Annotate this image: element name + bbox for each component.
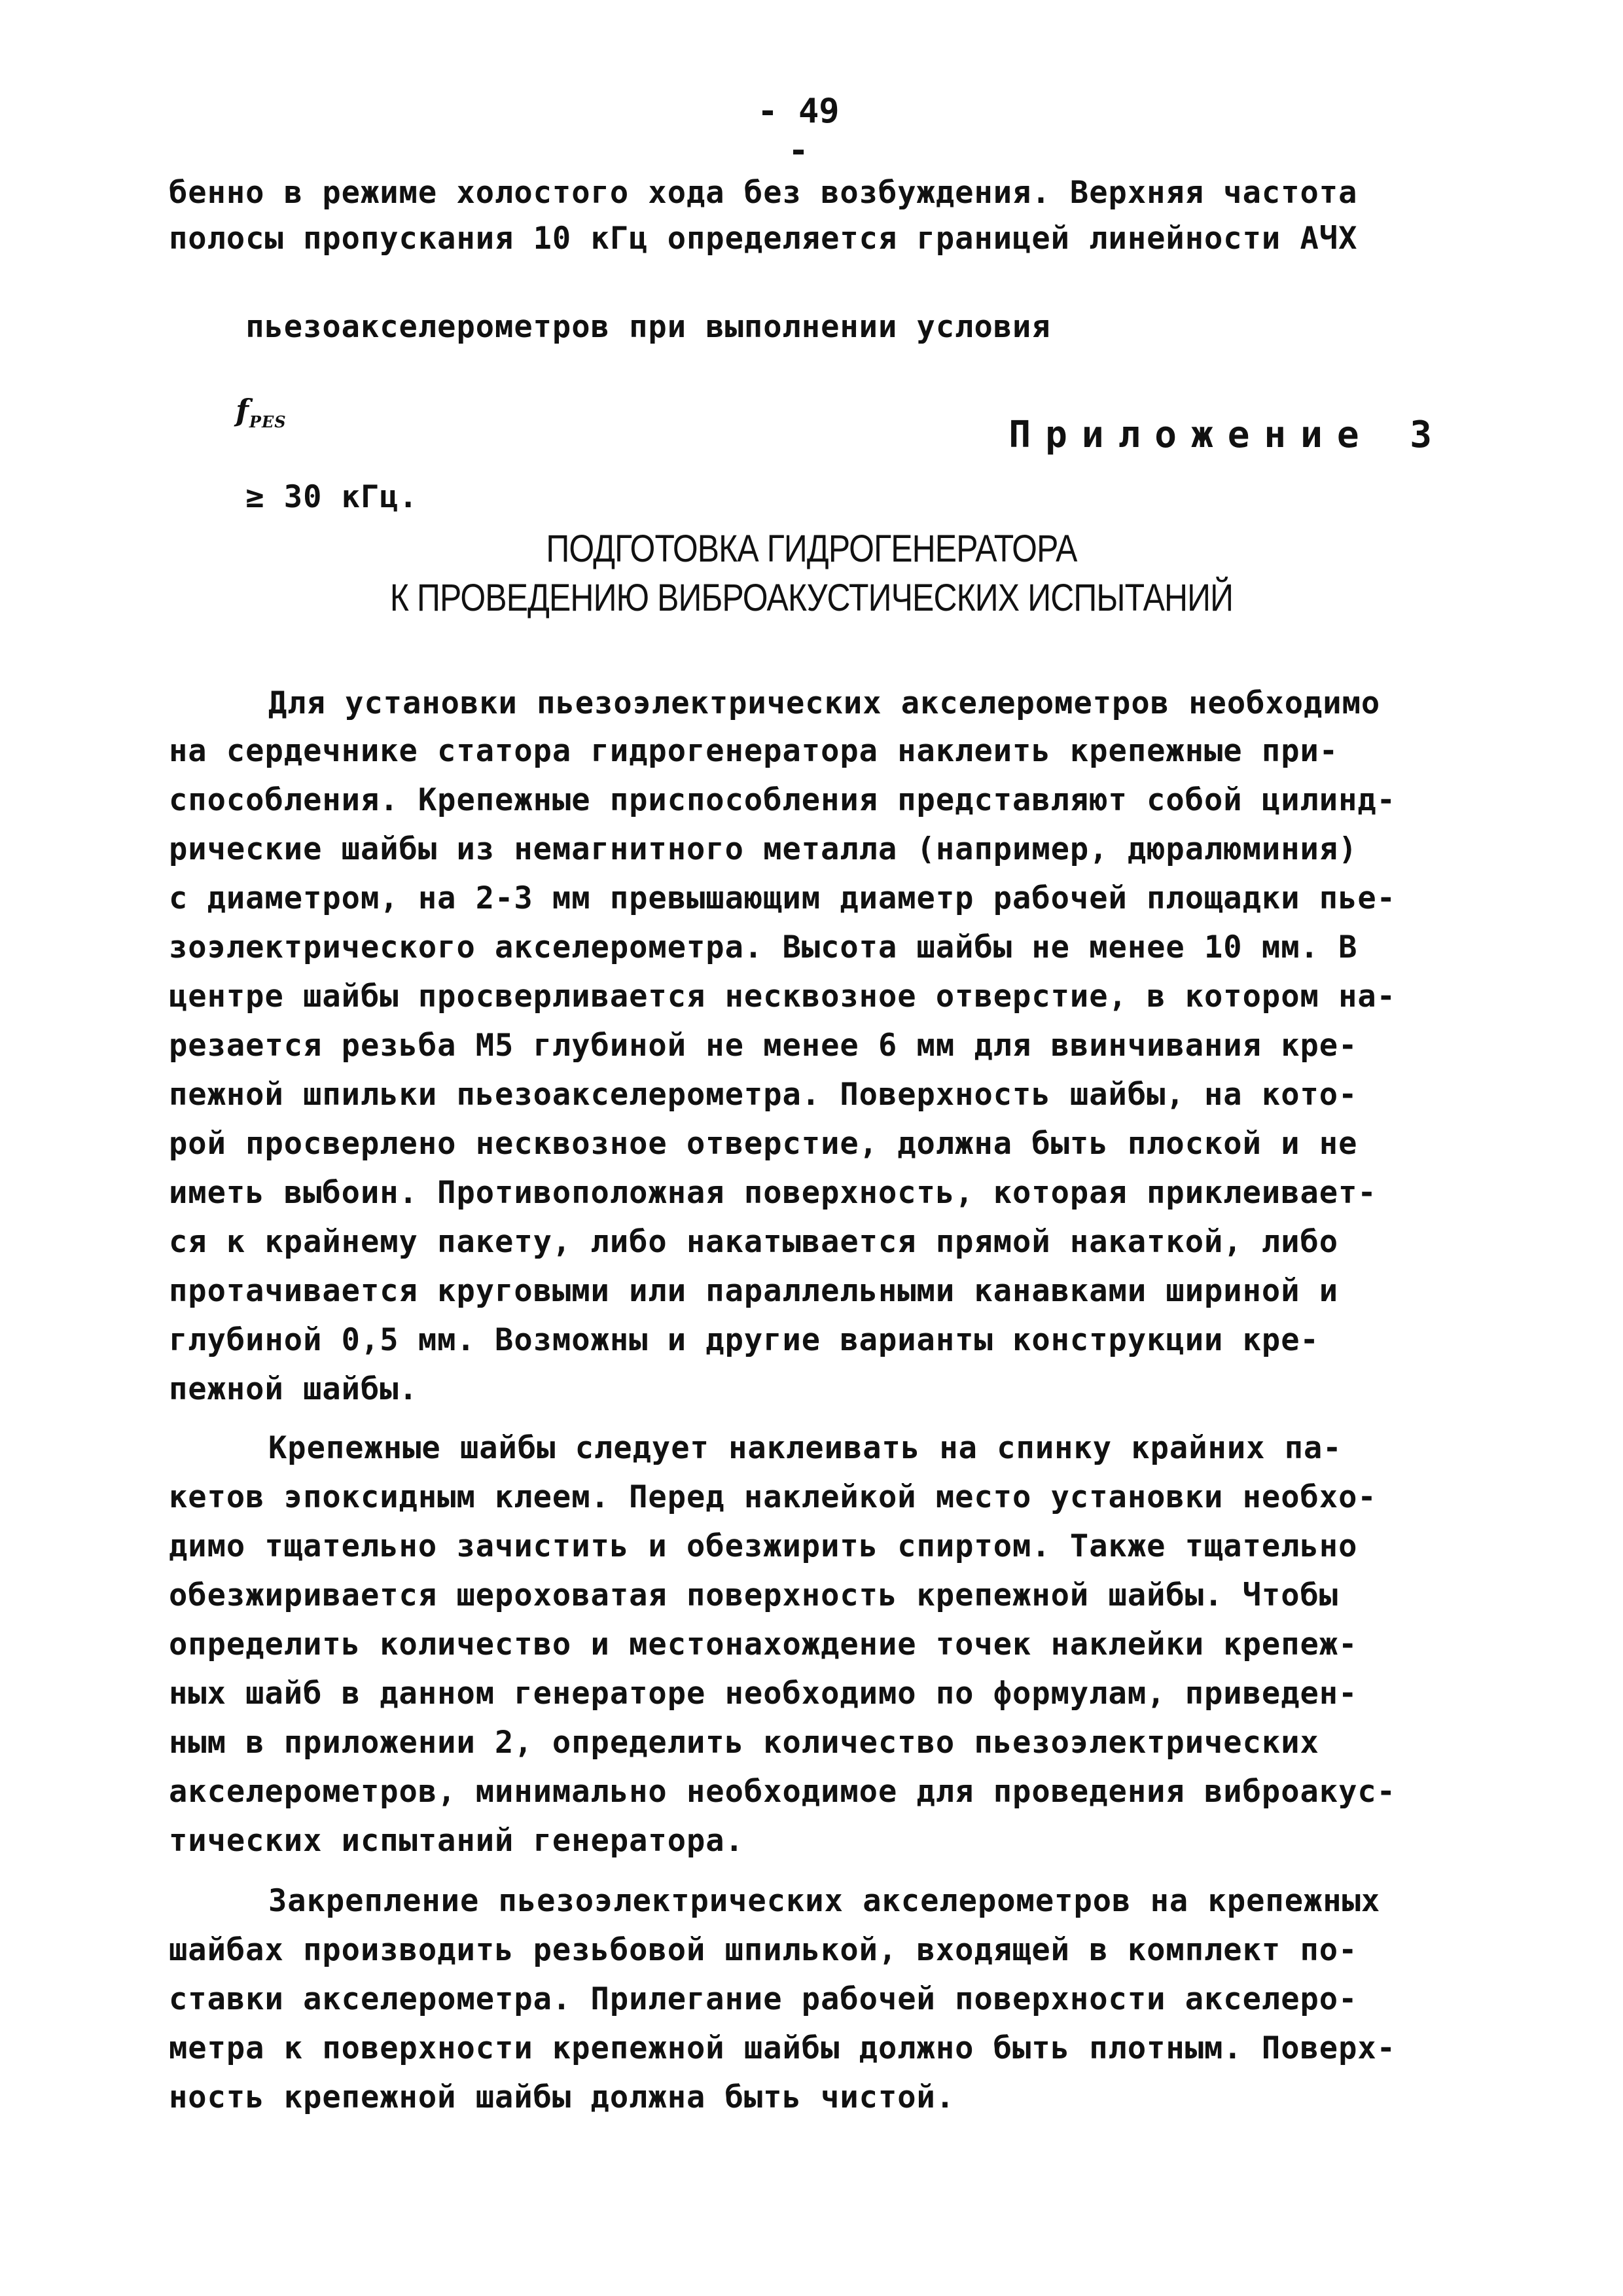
paragraph-line: акселерометров, минимально необходимое для проведения виброакус- [169, 1774, 1396, 1810]
formula-symbol: f [236, 393, 249, 428]
paragraph-line: кетов эпоксидным клеем. Перед наклейкой место установки необхо- [169, 1479, 1377, 1515]
paragraph-line: ся к крайнему пакету, либо накатывается прямой накаткой, либо [169, 1224, 1339, 1260]
text-line: бенно в режиме холостого хода без возбуждения. Верхняя частота [169, 175, 1358, 211]
paragraph-line: зоэлектрического акселерометра. Высота шайбы не менее 10 мм. В [169, 929, 1358, 965]
paragraph-line: пежной шайбы. [169, 1371, 418, 1407]
paragraph-line: протачивается круговыми или параллельными канавками шириной и [169, 1273, 1339, 1309]
paragraph-line: Крепежные шайбы следует наклеивать на спинку крайних па- [268, 1430, 1342, 1466]
paragraph-line: резается резьба М5 глубиной не менее 6 мм для ввинчивания кре- [169, 1028, 1358, 1064]
section-title-line: ПОДГОТОВКА ГИДРОГЕНЕРАТОРА [546, 528, 1077, 570]
paragraph-line: иметь выбоин. Противоположная поверхность, которая приклеивает- [169, 1175, 1377, 1211]
paragraph-line: Для установки пьезоэлектрических акселерометров необходимо [268, 685, 1381, 721]
section-title-line: К ПРОВЕДЕНИЮ ВИБРОАКУСТИЧЕСКИХ ИСПЫТАНИЙ [389, 577, 1234, 619]
paragraph-line: глубиной 0,5 мм. Возможны и другие варианты конструкции кре- [169, 1322, 1319, 1358]
paragraph-line: ность крепежной шайбы должна быть чистой. [169, 2079, 955, 2115]
paragraph-line: шайбах производить резьбовой шпилькой, входящей в комплект по- [169, 1932, 1358, 1968]
text-line [169, 268, 1051, 556]
paragraph-line: центре шайбы просверливается несквозное отверстие, в котором на- [169, 978, 1396, 1014]
appendix-label: Приложение 3 [1008, 414, 1446, 456]
paragraph-line: ставки акселерометра. Прилегание рабочей поверхности акселеро- [169, 1981, 1358, 2017]
formula-relation: ≥ 30 кГц. [245, 479, 418, 516]
paragraph-line: димо тщательно зачистить и обезжирить спиртом. Также тщательно [169, 1528, 1358, 1564]
paragraph-line: способления. Крепежные приспособления представляют собой цилинд- [169, 782, 1396, 818]
text-line-content: пьезоакселерометров при выполнении условия [245, 309, 1051, 345]
paragraph-line: метра к поверхности крепежной шайбы должно быть плотным. Поверх- [169, 2030, 1396, 2066]
page-number: - 49 - [757, 92, 840, 170]
paragraph-line: с диаметром, на 2-3 мм превышающим диаметр рабочей площадки пье- [169, 880, 1396, 916]
formula-subscript: PES [249, 412, 287, 432]
paragraph-line: рические шайбы из немагнитного металла (например, дюралюминия) [169, 831, 1358, 867]
paragraph-line: обезжиривается шероховатая поверхность крепежной шайбы. Чтобы [169, 1577, 1339, 1613]
paragraph-line: Закрепление пьезоэлектрических акселерометров на крепежных [268, 1883, 1381, 1919]
paragraph-line: на сердечнике статора гидрогенератора наклеить крепежные при- [169, 733, 1339, 769]
paragraph-line: тических испытаний генератора. [169, 1823, 744, 1859]
paragraph-line: ным в приложении 2, определить количество пьезоэлектрических [169, 1725, 1319, 1761]
paragraph-line: рой просверлено несквозное отверстие, должна быть плоской и не [169, 1126, 1358, 1162]
formula-condition [169, 393, 287, 479]
paragraph-line: пежной шпильки пьезоакселерометра. Поверхность шайбы, на кото- [169, 1077, 1358, 1113]
text-line: полосы пропускания 10 кГц определяется границей линейности АЧХ [169, 221, 1358, 257]
paragraph-line: определить количество и местонахождение точек наклейки крепеж- [169, 1626, 1358, 1662]
paragraph-line: ных шайб в данном генераторе необходимо по формулам, приведен- [169, 1676, 1358, 1712]
